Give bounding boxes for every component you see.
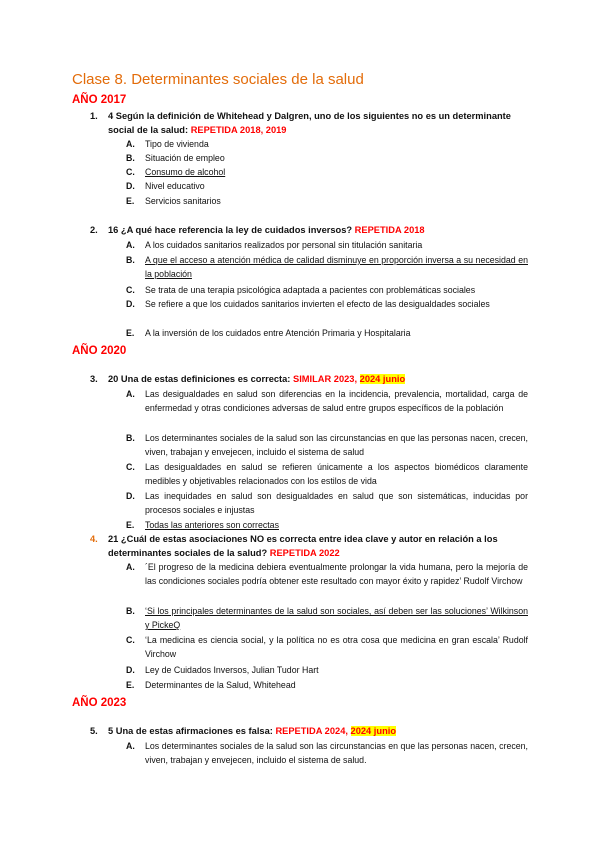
question-number: 1. bbox=[90, 111, 98, 121]
year-heading-2023: AÑO 2023 bbox=[72, 697, 127, 709]
year-heading-2017: AÑO 2017 bbox=[72, 94, 127, 106]
question-number: 2. bbox=[90, 225, 98, 235]
question-number: 3. bbox=[90, 374, 98, 384]
repeat-tag: SIMILAR 2023, bbox=[293, 374, 358, 384]
question-text: 5 Una de estas afirmaciones es falsa: REPETIDA 2024, 2024 junio bbox=[108, 726, 397, 736]
repeat-tag: REPETIDA 2018 bbox=[354, 225, 425, 235]
question-number: 4. bbox=[90, 534, 98, 544]
question-text: 4 Según la definición de Whitehead y Dalgren, uno de los siguientes no es un determinante social de la salud: REPETIDA 2018, 2019 bbox=[108, 111, 511, 135]
highlighted-tag: 2024 junio bbox=[350, 726, 397, 736]
question-text: 16 ¿A qué hace referencia la ley de cuidados inversos? REPETIDA 2018 bbox=[108, 225, 425, 235]
question-text: 20 Una de estas definiciones es correcta: SIMILAR 2023, 2024 junio bbox=[108, 374, 406, 384]
highlighted-tag: 2024 junio bbox=[359, 374, 406, 384]
question-text: 21 ¿Cuál de estas asociaciones NO es correcta entre idea clave y autor en relación a los determinantes sociales de la salud? REPETIDA 2022 bbox=[108, 534, 498, 558]
page-title: Clase 8. Determinantes sociales de la salud bbox=[72, 71, 364, 88]
year-heading-2020: AÑO 2020 bbox=[72, 345, 127, 357]
question-number: 5. bbox=[90, 726, 98, 736]
repeat-tag: REPETIDA 2024, bbox=[275, 726, 348, 736]
repeat-tag: REPETIDA 2018, 2019 bbox=[190, 125, 287, 135]
repeat-tag: REPETIDA 2022 bbox=[269, 548, 340, 558]
